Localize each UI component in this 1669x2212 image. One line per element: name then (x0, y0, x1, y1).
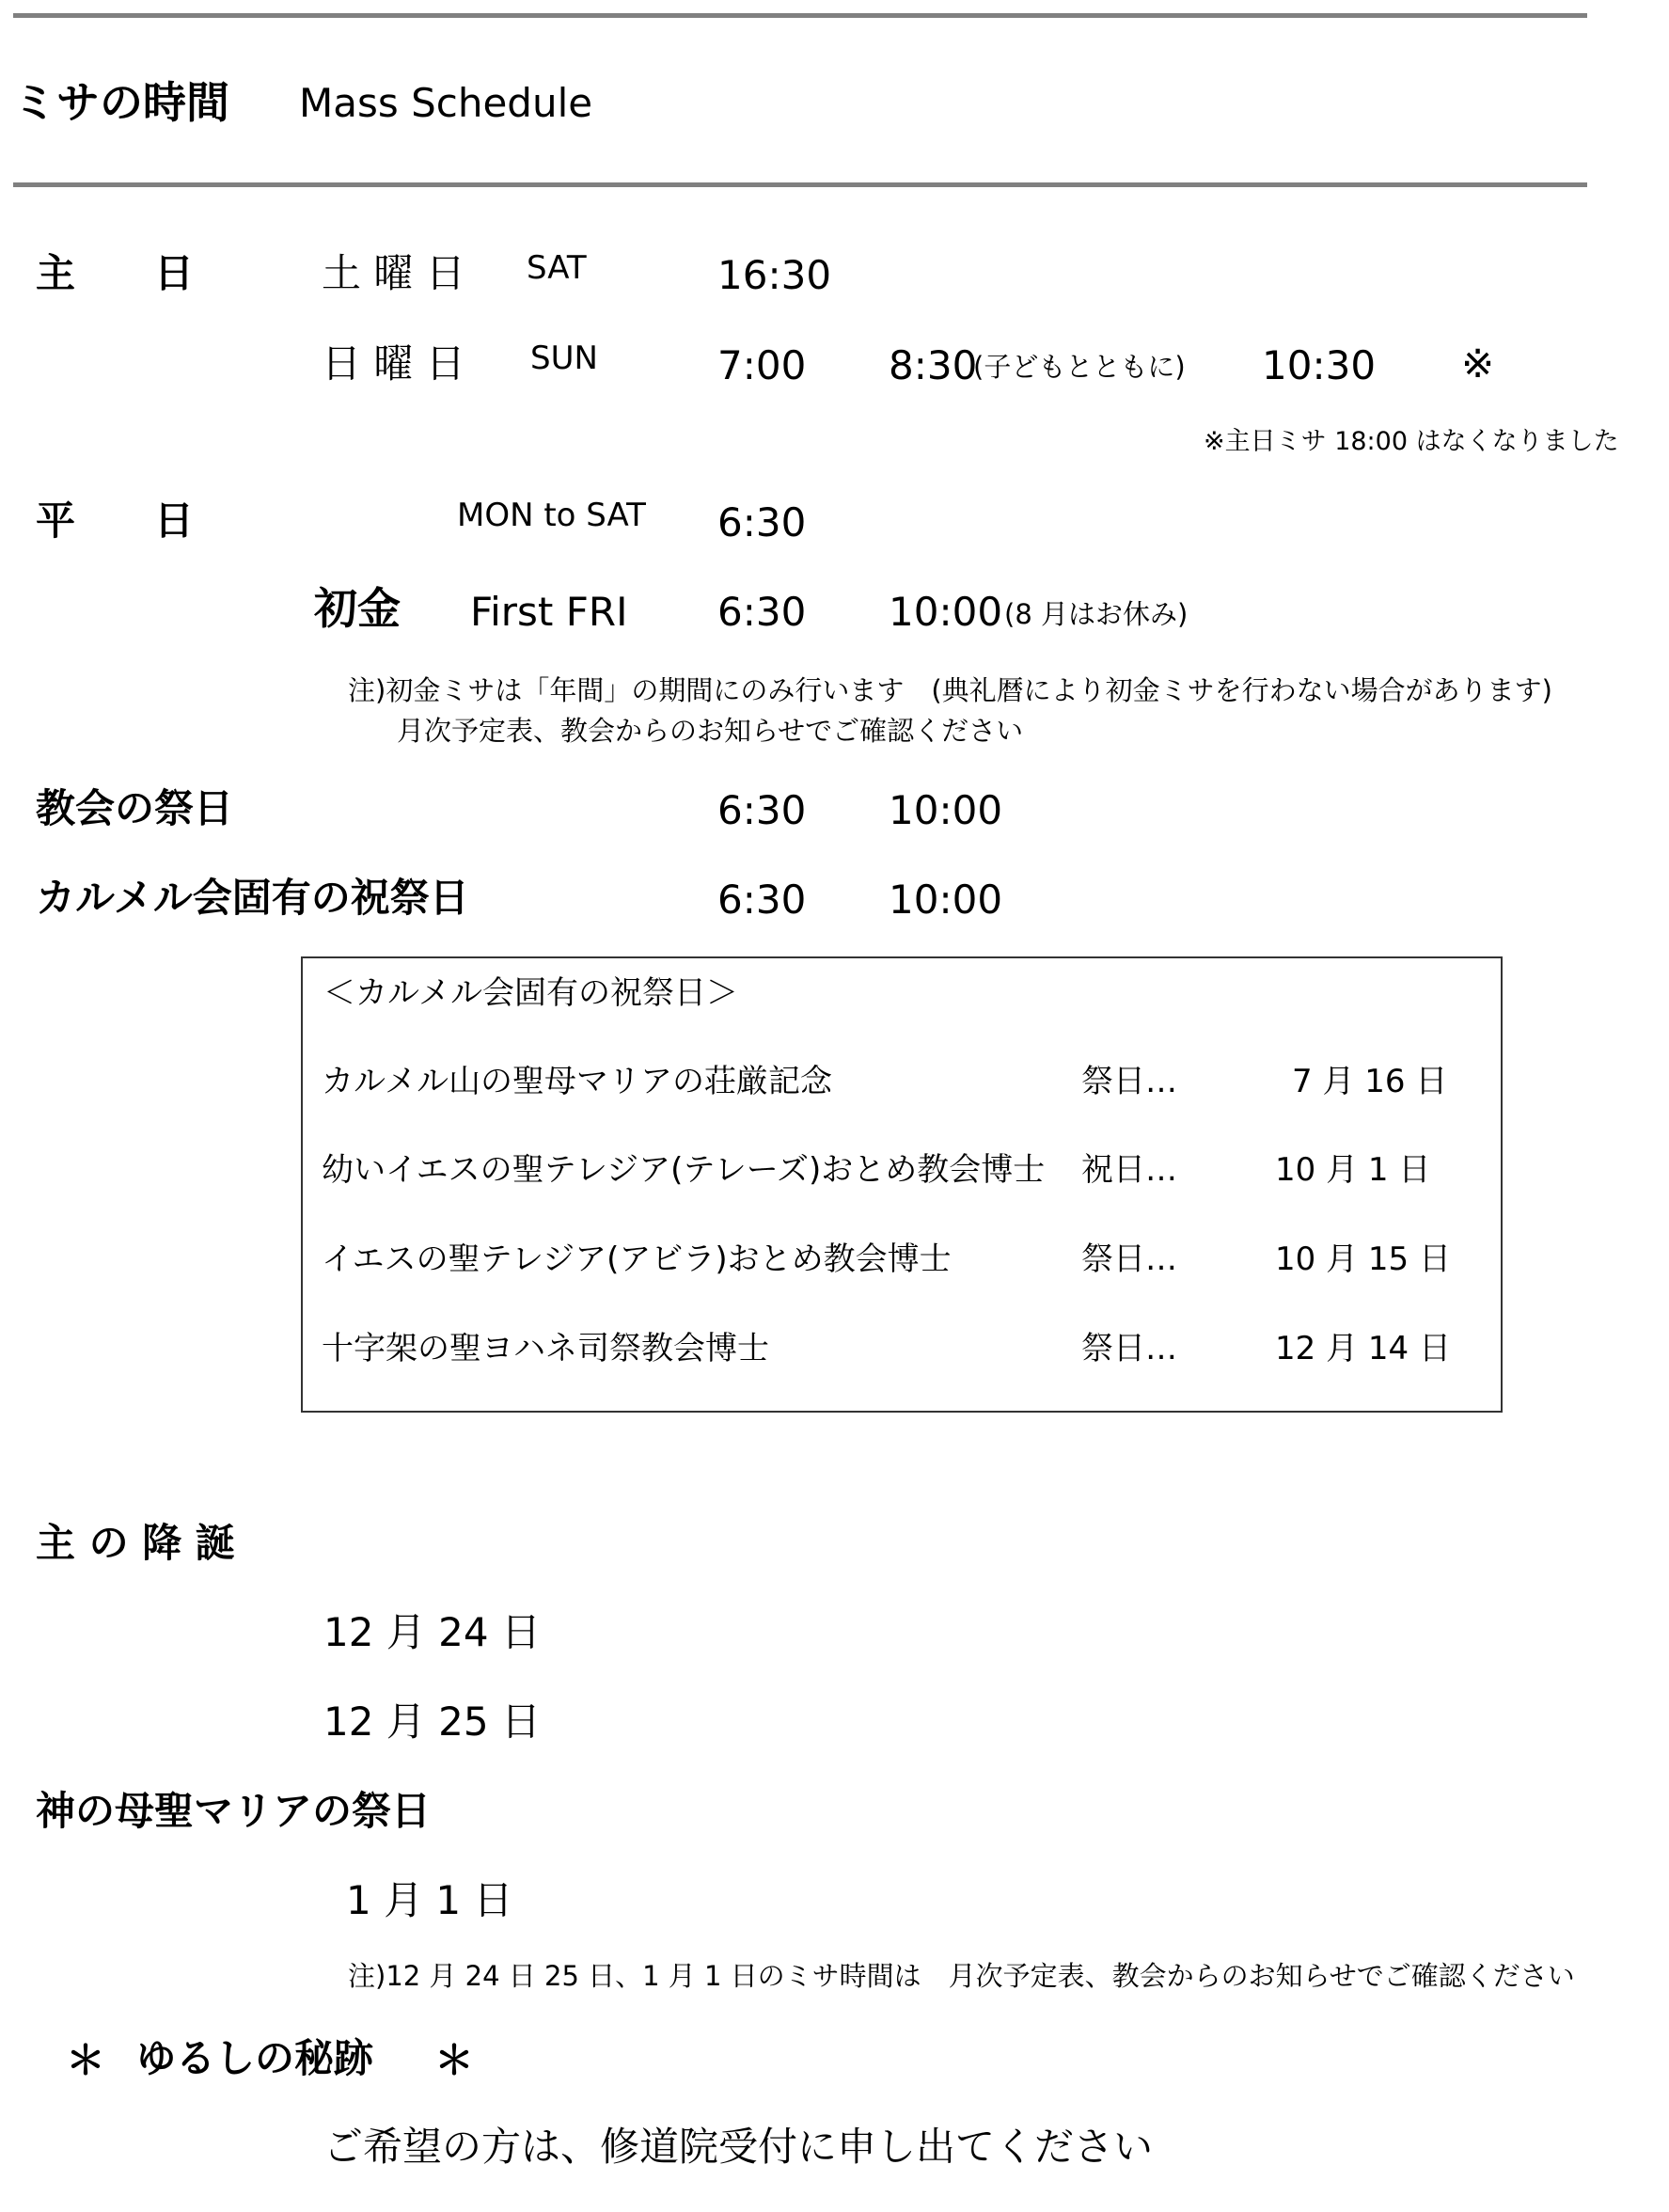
christmas-date-1: 12 月 24 日 (323, 1609, 541, 1655)
carmel-feast-row-date: 10 月 1 日 (1275, 1151, 1431, 1189)
carmel-feast-row-name: カルメル山の聖母マリアの荘厳記念 (322, 1063, 832, 1100)
church-feast-label: 教会の祭日 (36, 785, 234, 831)
top-rule (13, 13, 1587, 18)
weekday-note-line-2: 月次予定表、教会からのお知らせでご確認ください (397, 715, 1024, 747)
carmel-feast-row-date: 7 月 16 日 (1292, 1063, 1448, 1100)
christmas-label: 主 の 降 誕 (36, 1520, 235, 1566)
carmel-feast-row-name: イエスの聖テレジア(アビラ)おとめ教会博士 (322, 1240, 952, 1278)
carmel-box-heading: ＜カルメル会固有の祝祭日＞ (323, 974, 738, 1012)
sun-day-en: SUN (530, 340, 598, 377)
confession-star-left: ＊ (66, 2037, 106, 2083)
title-rule (13, 182, 1587, 187)
carmel-feast-time-1: 6:30 (717, 877, 807, 923)
carmel-feast-time-2: 10:00 (889, 877, 1003, 923)
first-friday-en: First FRI (470, 589, 628, 635)
mary-feast-date: 1 月 1 日 (346, 1877, 513, 1923)
carmel-feast-row-type: 祝日… (1081, 1151, 1177, 1189)
holiday-note: 注)12 月 24 日 25 日、1 月 1 日のミサ時間は 月次予定表、教会からのお知らせでご確認ください (348, 1960, 1575, 1992)
confession-star-right: ＊ (434, 2037, 475, 2083)
weekday-note-line-1: 注)初金ミサは「年間」の期間にのみ行います (典礼暦により初金ミサを行わない場合があります) (348, 674, 1552, 706)
sun-time-3: 10:30 (1262, 342, 1377, 388)
sat-time: 16:30 (717, 252, 832, 298)
confession-text: ご希望の方は、修道院受付に申し出てください (323, 2124, 1154, 2170)
carmel-feast-row-type: 祭日… (1081, 1330, 1177, 1367)
carmel-feast-row-name: 幼いイエスの聖テレジア(テレーズ)おとめ教会博士 (322, 1151, 1046, 1189)
carmel-feast-row-type: 祭日… (1081, 1240, 1177, 1278)
carmel-feast-label: カルメル会固有の祝祭日 (36, 875, 469, 921)
weekday-label: 平 日 (36, 498, 195, 544)
first-friday-time-2-note: (8 月はお休み) (1004, 598, 1189, 630)
first-friday-ja: 初金 (314, 583, 401, 634)
confession-label: ゆるしの秘跡 (136, 2035, 374, 2081)
carmel-feast-row-type: 祭日… (1081, 1063, 1177, 1100)
sunday-label: 主 日 (36, 250, 195, 296)
weekday-time: 6:30 (717, 499, 807, 545)
mary-feast-label: 神の母聖マリアの祭日 (36, 1788, 432, 1834)
sat-day-ja: 土 曜 日 (322, 250, 465, 296)
carmel-feast-row-date: 12 月 14 日 (1275, 1330, 1451, 1367)
first-friday-time-2: 10:00 (889, 589, 1003, 635)
church-feast-time-1: 6:30 (717, 787, 807, 833)
sunday-note: ※主日ミサ 18:00 はなくなりました (1204, 427, 1619, 456)
first-friday-time-1: 6:30 (717, 589, 807, 635)
sun-time-2-note: (子どもとともに) (973, 351, 1186, 383)
christmas-date-2: 12 月 25 日 (323, 1698, 541, 1745)
page-title-en: Mass Schedule (299, 80, 593, 126)
church-feast-time-2: 10:00 (889, 787, 1003, 833)
reference-mark: ※ (1461, 340, 1495, 387)
sun-time-2: 8:30 (889, 342, 978, 388)
sun-day-ja: 日 曜 日 (322, 340, 465, 387)
weekday-days: MON to SAT (457, 497, 646, 534)
sun-time-1: 7:00 (717, 342, 807, 388)
carmel-feast-row-date: 10 月 15 日 (1275, 1240, 1451, 1278)
sat-day-en: SAT (527, 249, 587, 287)
carmel-feast-row-name: 十字架の聖ヨハネ司祭教会博士 (322, 1330, 769, 1367)
page-title-ja: ミサの時間 (13, 77, 229, 128)
